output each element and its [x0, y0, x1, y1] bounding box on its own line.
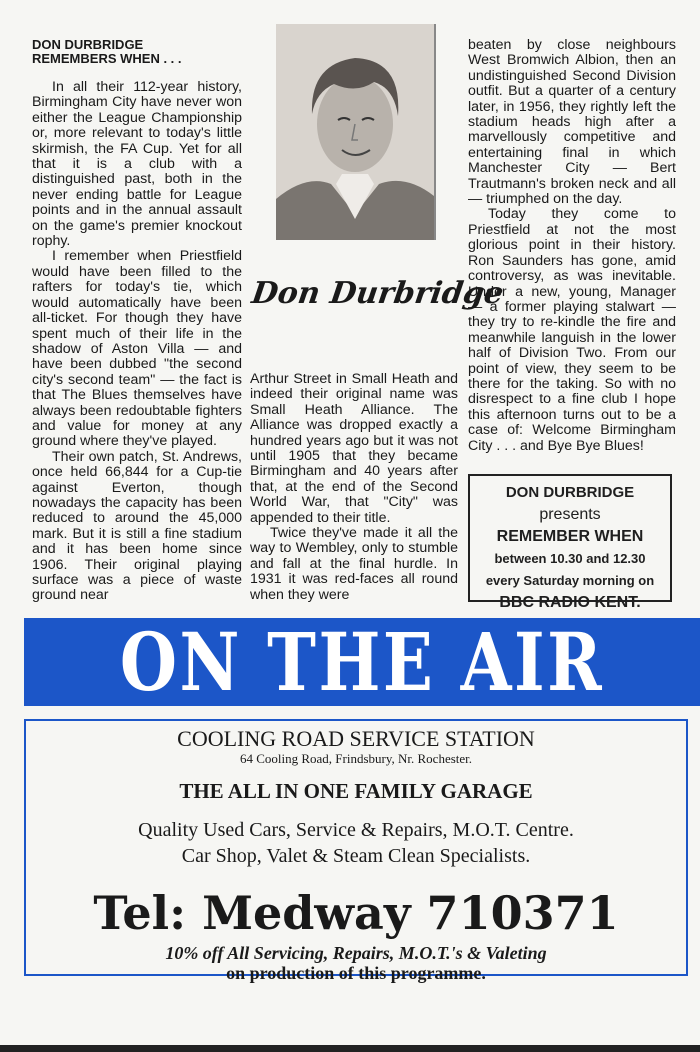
radio-show-box [468, 474, 672, 611]
article-column-1 [32, 38, 242, 604]
garage-advert [24, 719, 688, 983]
article-paragraph: beaten by close neighbours West Bromwich Albion, then an undistinguished Second Division outfit. But a quarter of a century later, in 1956, they rightly left the stadium heads high after a marvellously competitive and entertaining final in which Manchester City — Bert Trautmann's broken neck and all — triumphed on the day. [468, 37, 676, 208]
advert-services-line1: Quality Used Cars, Service & Repairs, M.O.T. Centre. [138, 819, 574, 841]
advert-services [26, 817, 686, 869]
on-the-air-banner [24, 615, 700, 709]
advert-offer-line2: on production of this programme. [226, 963, 486, 983]
article-paragraph: Arthur Street in Small Heath and indeed their original name was Small Heath Alliance. The Alliance was dropped exactly a hundred years ago but it was not until 1905 that they became Birmingham and 40 years after that, at the end of the Second World War, that "City" was appended to their title. [250, 371, 458, 526]
radio-box-presents: presents [539, 506, 601, 523]
radio-box-presenter: DON DURBRIDGE [505, 484, 635, 501]
banner-title: ON THE AIR [119, 615, 605, 709]
advert-telephone: Tel: Medway 710371 [93, 886, 619, 940]
radio-box-station: BBC RADIO KENT. [499, 594, 641, 611]
author-portrait-image [276, 24, 434, 240]
article-paragraph: Today they come to Priestfield at not the most glorious point in their history. Ron Saunders has gone, amid controversy, as was inevitable. Under a new, young, Manager — a former playing stalwart — they try to re-kindle the fire and meanwhile languish in the lower half of Division Two. From our point of view, they seem to be there for the taking. So with no disrespect to a fine club I hope this afternoon turns out to be a case of: Welcome Birmingham City . . . and Bye Bye Blues! [468, 206, 676, 454]
article-column-2 [250, 372, 458, 603]
page-bottom-edge [0, 1045, 700, 1052]
advert-offer-line1: 10% off All Servicing, Repairs, M.O.T.'s & Valeting [165, 943, 547, 963]
radio-box-schedule: every Saturday morning on [485, 573, 655, 588]
article-paragraph: Their own patch, St. Andrews, once held 66,844 for a Cup-tie against Everton, though nowadays the capacity has been reduced to around the 45,000 mark. But it is still a fine stadium and it has been home since 1906. Their original playing surface was a piece of waste ground near [32, 448, 242, 604]
author-signature: Don Durbridge [249, 276, 506, 311]
article-paragraph: I remember when Priestfield would have been filled to the rafters for today's tie, which would automatically have been all-ticket. For though they have spent much of their life in the shadow of Aston Villa — and have been dubbed "the second city's second team" — the fact is that The Blues themselves have always been redoubtable fighters and value for money at any ground where they've played. [32, 248, 242, 450]
advert-address: 64 Cooling Road, Frindsbury, Nr. Rochester. [239, 751, 473, 766]
advert-business-name: COOLING ROAD SERVICE STATION [177, 726, 535, 751]
advert-services-line2: Car Shop, Valet & Steam Clean Specialists. [181, 845, 531, 867]
advert-tagline: THE ALL IN ONE FAMILY GARAGE [179, 779, 533, 803]
article-paragraph: Twice they've made it all the way to Wembley, only to stumble and fall at the final hurdle. In 1931 it was red-faces all round when they were [250, 525, 458, 603]
article-heading [32, 38, 242, 66]
radio-box-time: between 10.30 and 12.30 [494, 551, 646, 566]
radio-box-show-title: REMEMBER WHEN [496, 528, 644, 545]
article-paragraph: In all their 112-year history, Birmingham City have never won either the League Championship or, more relevant to today's little skirmish, the FA Cup. Yet for all that it is a club with a distinguished past, both in the never ending battle for League points and in the annual assault on the game's premier knockout rophy. [32, 79, 242, 250]
article-column-3 [468, 38, 676, 454]
author-photo [276, 24, 436, 240]
article-heading-line2: REMEMBERS WHEN . . . [32, 51, 182, 66]
article-heading-line1: DON DURBRIDGE [32, 37, 144, 52]
